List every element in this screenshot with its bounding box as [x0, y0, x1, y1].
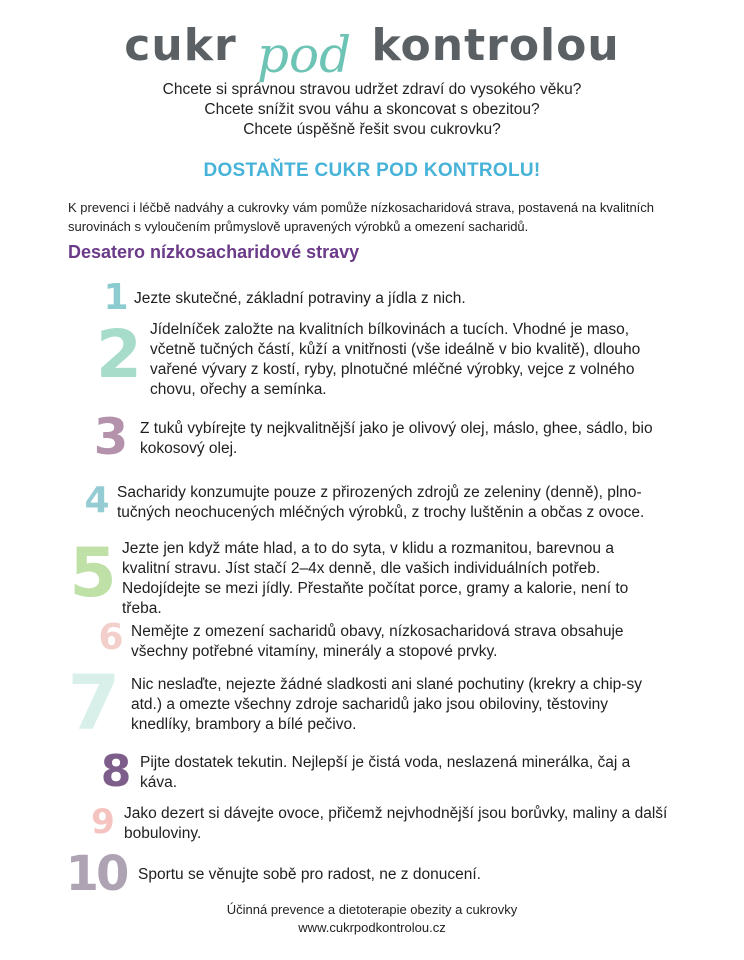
- rule-number-7: 7: [67, 658, 121, 747]
- rule-number-4: 4: [84, 480, 110, 521]
- rule-text-9: Jako dezert si dávejte ovoce, přičemž nejvhodnější jsou borůvky, maliny a další bobuloviny.: [124, 805, 668, 842]
- rule-number-3: 3: [93, 408, 129, 466]
- section-title: Desatero nízkosacharidové stravy: [68, 242, 360, 262]
- rule-text-3: Z tuků vybírejte ty nejkvalitnější jako je olivový olej, máslo, ghee, sádlo, bio kokosový olej.: [140, 420, 653, 457]
- rule-text-7: Nic neslaďte, nejezte žádné sladkosti ani slané pochutiny (krekry a chip-sy atd.) a omezte všechny zdroje sacharidů jako jsou obiloviny, těstoviny knedlíky, brambory a bílé pečivo.: [131, 676, 642, 733]
- rule-number-6: 6: [98, 617, 124, 658]
- headline: DOSTAŇTE CUKR POD KONTROLU!: [203, 160, 541, 181]
- rule-text-5: Jezte jen když máte hlad, a to do syta, v klidu a rozmanitou, barevnou a kvalitní stravu. Jíst stačí 2–4x denně, dle vašich individuálních potřeb. Nedojídejte se mezi jídly. Přestaňte počítat porce, gramy a kalorie, není to třeba.: [122, 540, 629, 617]
- footer-website: www.cukrpodkontrolou.cz: [298, 920, 446, 935]
- logo: [0, 14, 744, 84]
- logo-word-pod: pod: [257, 26, 352, 84]
- rule-text-6: Nemějte z omezení sacharidů obavy, nízkosacharidová strava obsahuje všechny potřebné vitamíny, minerály a stopové prvky.: [131, 623, 624, 660]
- rule-text-2: Jídelníček založte na kvalitních bílkovinách a tucích. Vhodné je maso, včetně tučných částí, kůží a vnitřnosti (vše ideálně v bio kvalitě), dlouho vařené vývary z kostí, ryby, plnotučné mléčné výrobky, vejce z volného chovu, ořechy a semínka.: [150, 321, 641, 398]
- logo-word-kontrolou: kontrolou: [371, 20, 620, 71]
- rule-number-5: 5: [69, 534, 117, 613]
- rule-number-2: 2: [96, 316, 142, 393]
- rule-text-8: Pijte dostatek tekutin. Nejlepší je čistá voda, neslazená minerálka, čaj a káva.: [140, 754, 631, 791]
- intro-questions: [0, 80, 744, 140]
- question-line: Chcete si správnou stravou udržet zdraví do vysokého věku?: [162, 81, 582, 98]
- rule-number-10: 10: [65, 846, 127, 902]
- intro-paragraph: K prevenci i léčbě nadváhy a cukrovky vám pomůže nízkosacharidová strava, postavená na kvalitních surovinách s vyloučením průmyslově upravených výrobků a omezení sacharidů.: [68, 200, 655, 234]
- logo-word-cukr: cukr: [124, 20, 237, 71]
- footer: [0, 901, 744, 937]
- rule-text-1: Jezte skutečné, základní potraviny a jídla z nich.: [134, 290, 466, 307]
- rule-number-9: 9: [91, 802, 115, 842]
- rule-text-4: Sacharidy konzumujte pouze z přirozených zdrojů ze zeleniny (denně), plno-tučných neochucených mléčných výrobků, z trochy luštěnin a občas z ovoce.: [117, 484, 645, 521]
- rule-text-10: Sportu se věnujte sobě pro radost, ne z donucení.: [138, 866, 481, 883]
- footer-tagline: Účinná prevence a dietoterapie obezity a cukrovky: [226, 902, 518, 917]
- question-line: Chcete snížit svou váhu a skoncovat s obezitou?: [204, 101, 540, 118]
- question-line: Chcete úspěšně řešit svou cukrovku?: [243, 121, 501, 138]
- rule-number-1: 1: [103, 277, 129, 318]
- rule-number-8: 8: [100, 746, 132, 797]
